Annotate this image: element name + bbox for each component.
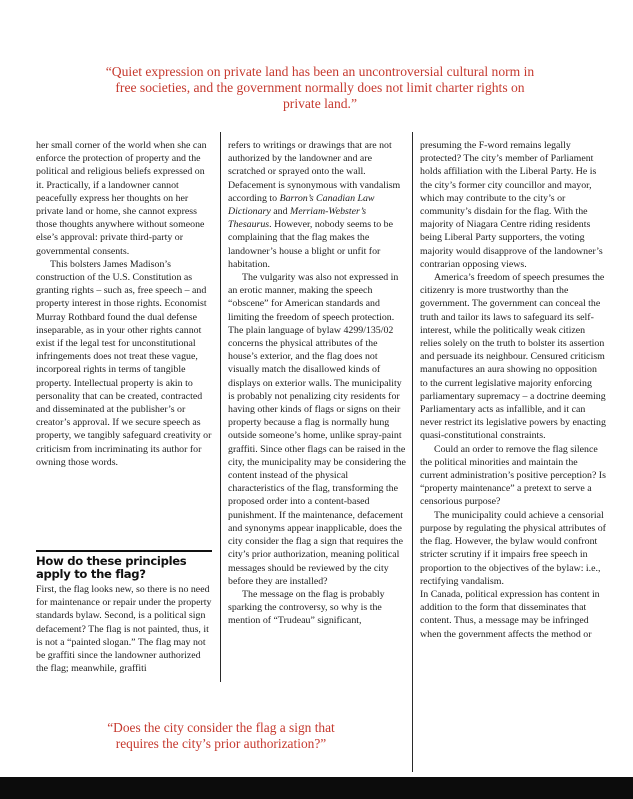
heading-rule [36,550,212,552]
article-column-2 [228,139,406,628]
paragraph: First, the flag looks new, so there is no need for maintenance or repair under the property standards bylaw. Second, is a political sign defacement? The flag is not painted, thus, it is not a “painted slogan.” The flag may not be graffiti since the landowner authorized the flag; meanwhile, graffiti [36,584,212,675]
paragraph: The vulgarity was also not expressed in an erotic manner, making the speech “obscene” for American standards and limiting the freedom of speech protection. The plain language of bylaw 4299/135/02 concerns the physical attributes of the house’s exterior, and the flag does not visually match the disallowed kinds of displays on exterior walls. The municipality is probably not penalizing city residents for having other kinds of flags or signs on their property because a flag is normally hung outside someone’s home, unlike spray-paint graffiti. Since other flags can be raised in the city, the municipality may be considering the content instead of the physical characteristics of the flag, transforming the proposed order into a content-based punishment. If the maintenance, defacement and synonyms appear inapplicable, does the city consider the flag a sign that requires the city’s prior authorization, meaning political messages should be reviewed by the city before they are installed? [228,272,406,587]
paragraph: In Canada, political expression has content in addition to the form that disseminates that content. Thus, a message may be infringed when the government affects the method or [420,588,600,640]
text-run: refers to writings or drawings that are not authorized by the landowner and are scratched or sprayed onto the wall. Defacement is synonymous with vandalism according to [228,140,401,204]
paragraph [228,139,406,271]
book-title: Barron’s Canadian Law Dictionary [228,192,375,218]
column-divider-2 [412,132,413,772]
paragraph: The municipality could achieve a censorial purpose by regulating the physical attributes of the flag. However, the bylaw would confront stricter scrutiny if it impairs free speech in proportion to the objectives of the bylaw: i.e., rectifying vandalism. [420,509,606,587]
paragraph: This bolsters James Madison’s construction of the U.S. Constitution as granting rights – such as, free speech – and property interest in those rights. Economist Murray Rothbard found the dual defense inseparable, as in your other rights cannot exist if the legal test for unconstitutional infringements does not treat these vague, incorporeal rights in terms of tangible property. Intellectual property is akin to personality that can be created, contracted and disseminated at the publisher’s or creator’s approval. If we secure speech as property, we tangibly safeguard creativity or criticism from incriminating its author for owning those words. [36,258,212,468]
article-column-1 [36,139,214,469]
book-title: Merriam-Webster’s Thesaurus [228,206,367,231]
pull-quote-top: “Quiet expression on private land has been an uncontroversial cultural norm in free societies, and the government normally does not limit charter rights on private land.” [105,64,535,111]
article-column-1-continued [36,583,214,675]
article-column-3 [420,139,606,641]
paragraph: presuming the F-word remains legally protected? The city’s member of Parliament holds affiliation with the Liberal Party. He is the city’s former city councillor and mayor, which may contribute to the city’s or community’s disdain for the flag. With the majority of Niagara Centre riding residents being Liberal Party supporters, the voting majority would disapprove of the landowner’s contrarian opposing views. [420,140,603,270]
footer-bar [0,777,633,799]
column-divider-1 [220,132,221,682]
text-run: and [270,206,290,218]
paragraph: America’s freedom of speech presumes the citizenry is more trustworthy than the government. The government can conceal the truth and tailor its laws to safeguard its self-interest, while the politically weak citizen relies solely on the truth to bolster its assertion and persuade its neighbour. Censured criticism manufactures an aura showing no opposition to the current legislative majority enforcing parliamentary supremacy – a doctrine deeming Parliamentary acts as infallible, and it can never restrict its legislative powers by enacting quasi-constitutional constraints. [420,272,606,442]
pull-quote-bottom: “Does the city consider the flag a sign that requires the city’s prior authorization?” [107,720,335,751]
text-run: . However, nobody seems to be complaining that the flag makes the landowner’s house a blight or unfit for habitation. [228,219,393,270]
paragraph: The message on the flag is probably sparking the controversy, so why is the mention of “Trudeau” significant, [228,588,385,627]
paragraph: Could an order to remove the flag silence the political minorities and maintain the current administration’s positive perception? Is “property maintenance” a pretext to serve a censorious purpose? [420,443,606,508]
section-heading: How do these principles apply to the flag? [36,554,187,581]
paragraph: her small corner of the world when she can enforce the protection of property and the political and religious beliefs expressed on it. Practically, if a landowner cannot peacefully express her thoughts on her private land or home, she cannot express those thoughts anywhere without someone else’s approval: private third-party or governmental consents. [36,140,207,257]
